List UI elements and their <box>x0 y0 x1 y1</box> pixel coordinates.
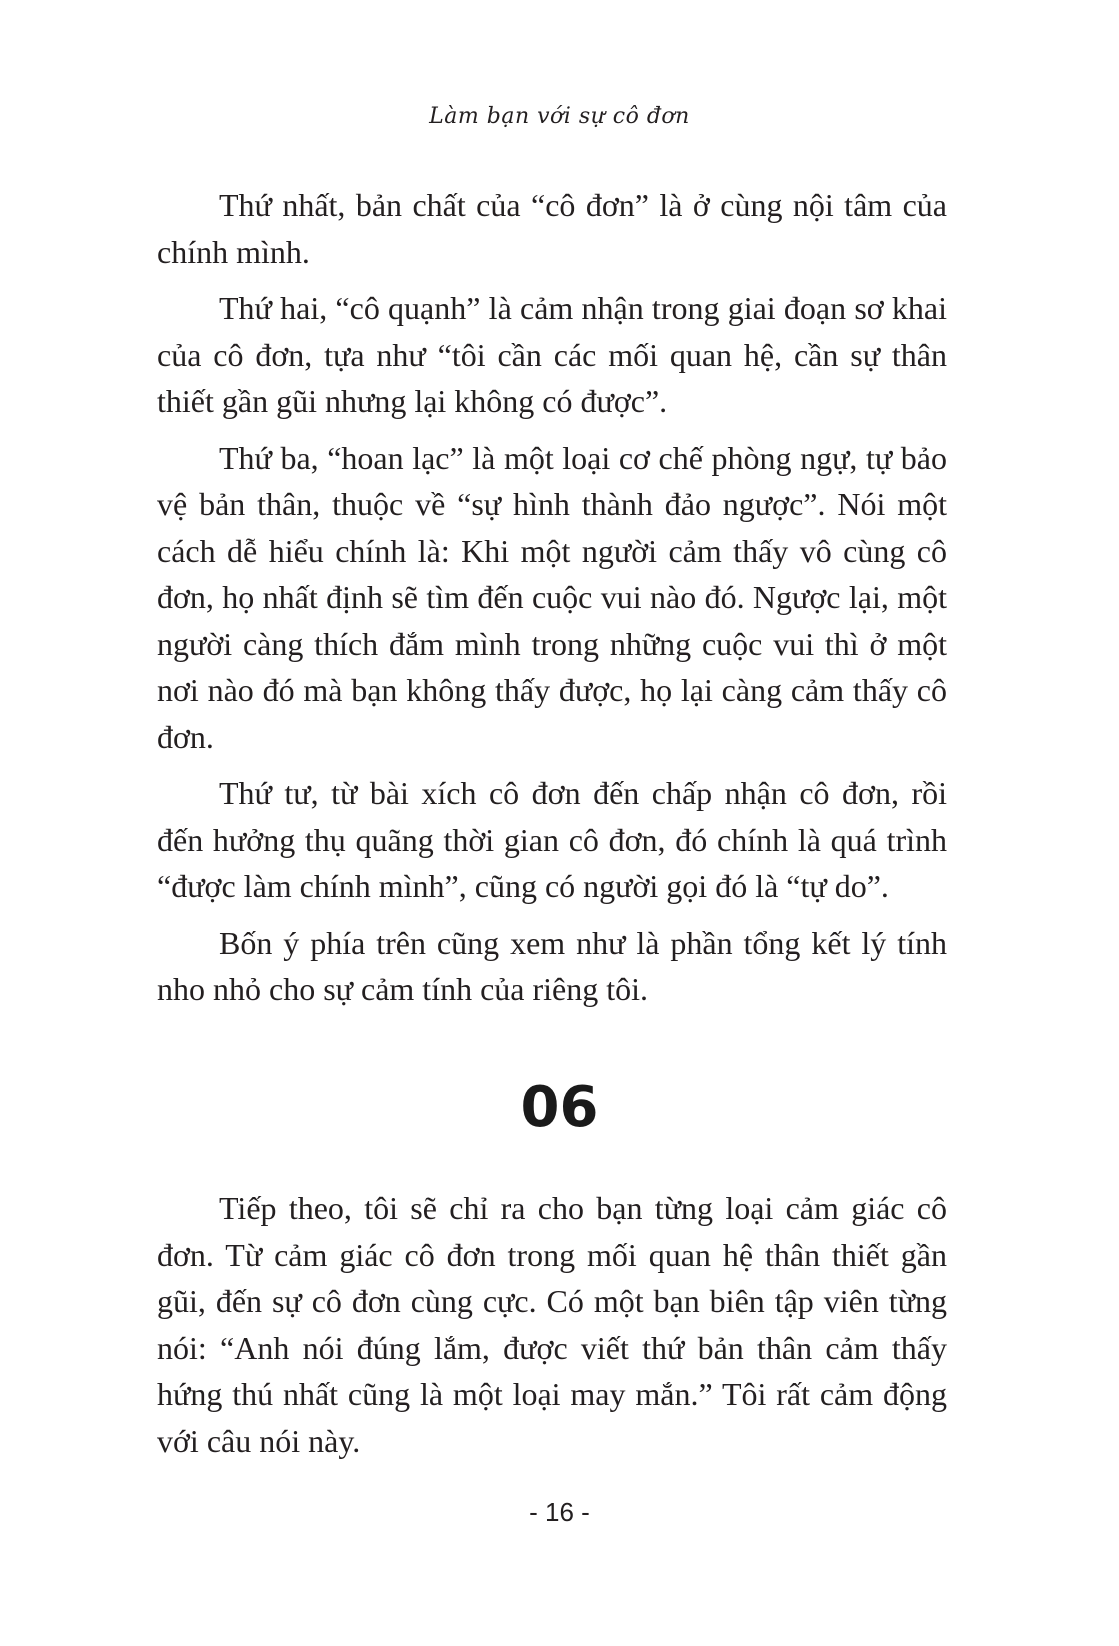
body-text-section-top <box>157 182 947 1023</box>
paragraph-4: Thứ tư, từ bài xích cô đơn đến chấp nhận cô đơn, rồi đến hưởng thụ quãng thời gian cô đơn, đó chính là quá trình “được làm chính mình”, cũng có người gọi đó là “tự do”. <box>157 775 947 904</box>
paragraph-1: Thứ nhất, bản chất của “cô đơn” là ở cùng nội tâm của chính mình. <box>157 187 947 270</box>
paragraph-3: Thứ ba, “hoan lạc” là một loại cơ chế phòng ngự, tự bảo vệ bản thân, thuộc về “sự hình thành đảo ngược”. Nói một cách dễ hiểu chính là: Khi một người cảm thấy vô cùng cô đơn, họ nhất định sẽ tìm đến cuộc vui nào đó. Ngược lại, một người càng thích đắm mình trong những cuộc vui thì ở một nơi nào đó mà bạn không thấy được, họ lại càng cảm thấy cô đơn. <box>157 439 947 755</box>
page-number: - 16 - <box>529 1497 590 1527</box>
body-text-section-bottom <box>157 1185 947 1474</box>
paragraph-5: Bốn ý phía trên cũng xem như là phần tổng kết lý tính nho nhỏ cho sự cảm tính của riêng tôi. <box>157 924 947 1007</box>
chapter-number: 06 <box>520 1075 599 1140</box>
running-header: Làm bạn với sự cô đơn <box>429 104 690 129</box>
paragraph-6: Tiếp theo, tôi sẽ chỉ ra cho bạn từng loại cảm giác cô đơn. Từ cảm giác cô đơn trong mối quan hệ thân thiết gần gũi, đến sự cô đơn cùng cực. Có một bạn biên tập viên từng nói: “Anh nói đúng lắm, được viết thứ bản thân cảm thấy hứng thú nhất cũng là một loại may mắn.” Tôi rất cảm động với câu nói này. <box>157 1190 947 1459</box>
paragraph-2: Thứ hai, “cô quạnh” là cảm nhận trong giai đoạn sơ khai của cô đơn, tựa như “tôi cần các mối quan hệ, cần sự thân thiết gần gũi nhưng lại không có được”. <box>157 290 947 419</box>
